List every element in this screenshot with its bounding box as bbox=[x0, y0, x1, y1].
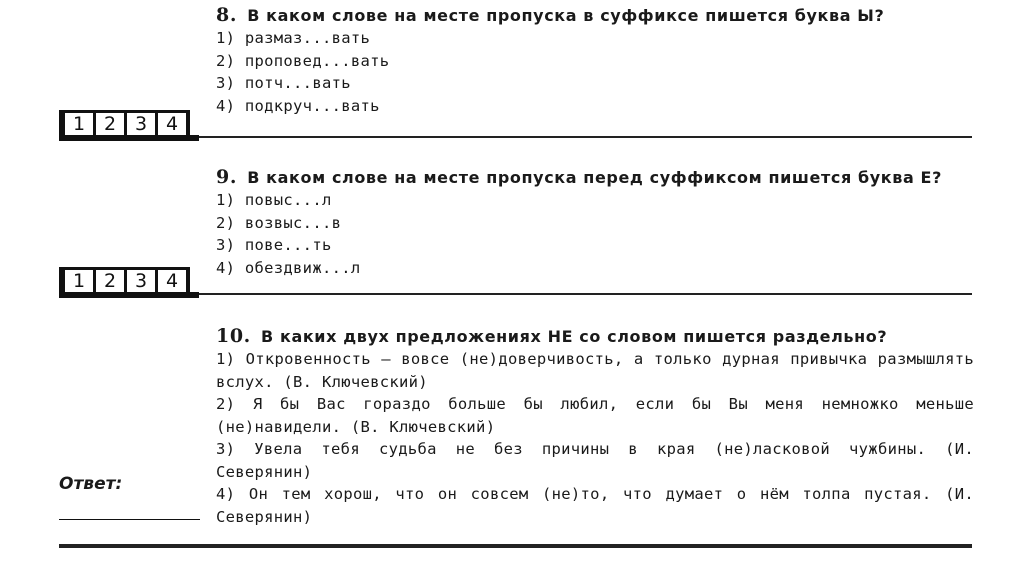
q10-option-2[interactable]: 2) Я бы Вас гораздо больше бы любил, если бы Вы меня немножко меньше (не)навидели. (В. Ключевский) bbox=[216, 395, 974, 436]
q9-option-3[interactable]: 3) пове...ть bbox=[216, 236, 332, 254]
question-9-heading bbox=[216, 166, 974, 189]
q9-option-2[interactable]: 2) возвыс...в bbox=[216, 213, 342, 232]
answer-label: Ответ: bbox=[59, 474, 123, 494]
q8-answer-cell-1[interactable]: 1 bbox=[65, 113, 93, 135]
question-8-number: 8. bbox=[216, 4, 238, 26]
q9-option-1[interactable]: 1) повыс...л bbox=[216, 191, 332, 209]
bottom-separator-rule bbox=[59, 544, 972, 548]
q10-option-4[interactable]: 4) Он тем хорош, что он совсем (не)то, что думает о нём толпа пустая. (И. Северянин) bbox=[216, 485, 974, 526]
q10-option-1[interactable]: 1) Откровенность — вовсе (не)доверчивость, а только дурная привычка размышлять вслух. (В. Ключевский) bbox=[216, 350, 974, 391]
answer-input-line[interactable] bbox=[59, 519, 200, 520]
question-9 bbox=[216, 166, 974, 279]
q9-option-4[interactable]: 4) обездвиж...л bbox=[216, 258, 361, 277]
question-8 bbox=[216, 4, 974, 117]
q9-answer-cell-3[interactable]: 3 bbox=[127, 270, 155, 292]
q8-option-3[interactable]: 3) потч...вать bbox=[216, 74, 351, 92]
question-10-number: 10. bbox=[216, 325, 251, 347]
q9-answer-cell-2[interactable]: 2 bbox=[96, 270, 124, 292]
question-10-text: В каких двух предложениях НЕ со словом пишется раздельно? bbox=[261, 327, 888, 346]
q8-option-2[interactable]: 2) проповед...вать bbox=[216, 51, 390, 70]
q10-option-3[interactable]: 3) Увела тебя судьба не без причины в края (не)ласковой чужбины. (И. Северянин) bbox=[216, 440, 974, 481]
question-9-number: 9. bbox=[216, 166, 238, 188]
q9-answer-cell-4[interactable]: 4 bbox=[158, 270, 186, 292]
q9-separator-bar bbox=[59, 292, 199, 298]
q8-answer-cell-3[interactable]: 3 bbox=[127, 113, 155, 135]
question-10-heading bbox=[216, 325, 974, 348]
q9-answer-boxes bbox=[59, 267, 190, 295]
question-9-text: В каком слове на месте пропуска перед суффиксом пишется буква Е? bbox=[247, 168, 942, 187]
q8-answer-cell-2[interactable]: 2 bbox=[96, 113, 124, 135]
question-8-heading bbox=[216, 4, 974, 27]
q9-answer-cell-1[interactable]: 1 bbox=[65, 270, 93, 292]
question-8-text: В каком слове на месте пропуска в суффиксе пишется буква Ы? bbox=[247, 6, 885, 25]
q8-answer-cell-4[interactable]: 4 bbox=[158, 113, 186, 135]
q8-option-4[interactable]: 4) подкруч...вать bbox=[216, 96, 380, 115]
q8-option-1[interactable]: 1) размаз...вать bbox=[216, 29, 371, 47]
q8-separator-rule bbox=[199, 136, 972, 138]
question-10 bbox=[216, 325, 974, 528]
q8-answer-boxes bbox=[59, 110, 190, 138]
q8-separator-bar bbox=[59, 135, 199, 141]
q9-separator-rule bbox=[199, 293, 972, 295]
